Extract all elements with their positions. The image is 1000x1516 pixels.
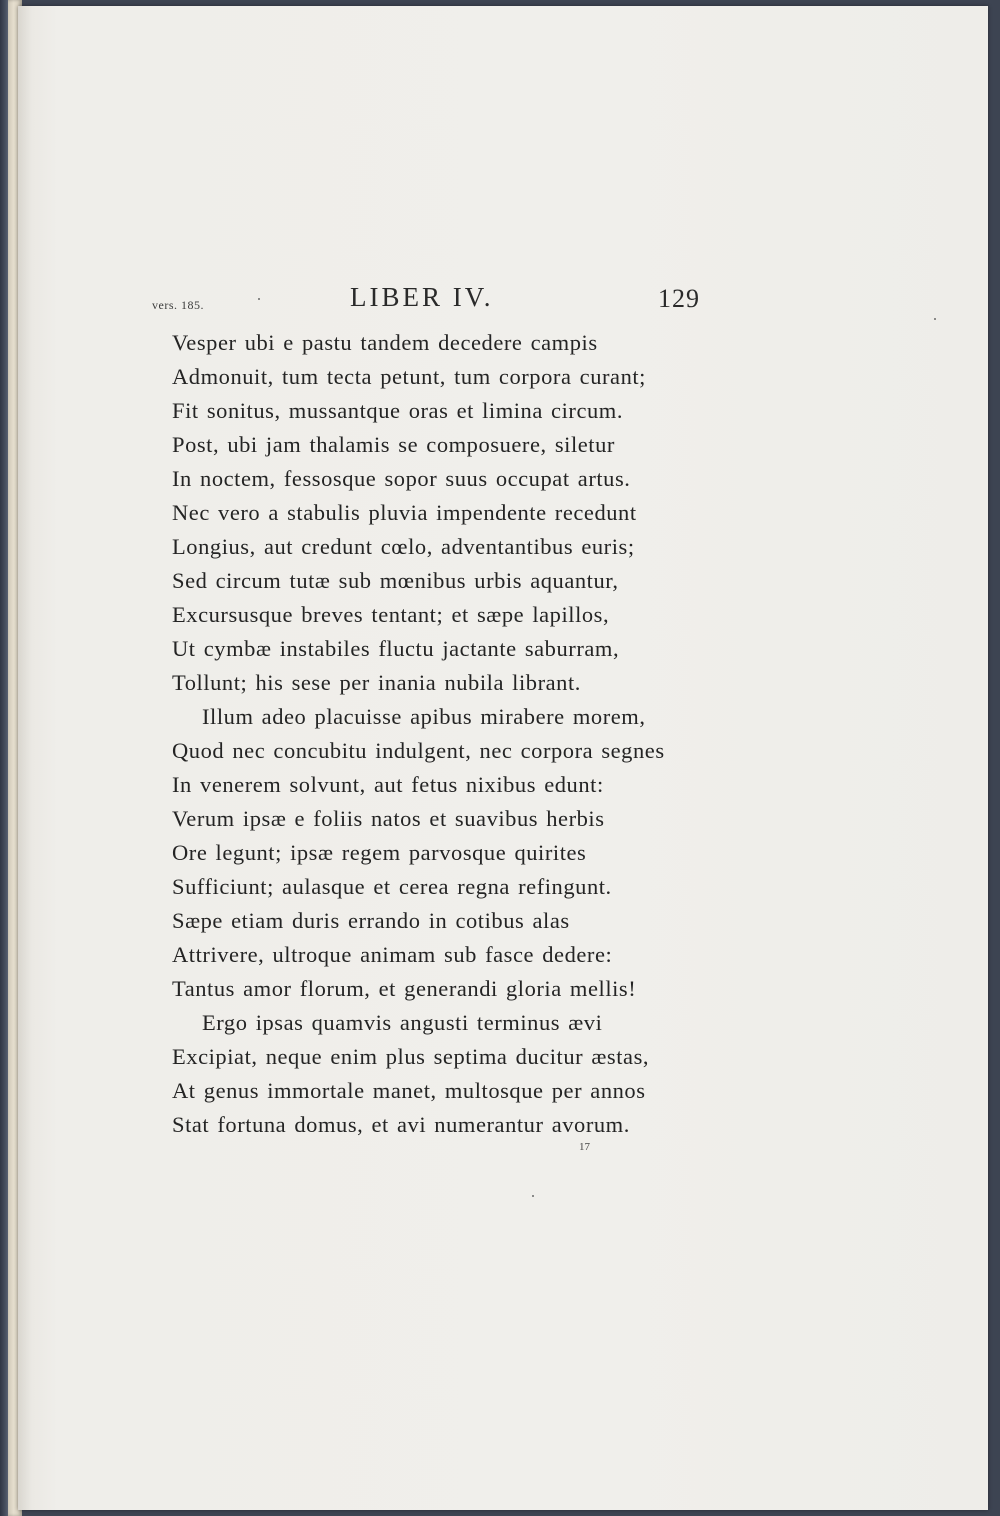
verse-line: Quod nec concubitu indulgent, nec corpora segnes <box>172 738 665 763</box>
verse-line: Ore legunt; ipsæ regem parvosque quirites <box>172 840 587 865</box>
paper-speck <box>934 318 936 320</box>
verse-line: Tollunt; his sese per inania nubila librant. <box>172 670 581 695</box>
verse-line: In venerem solvunt, aut fetus nixibus edunt: <box>172 772 604 797</box>
page-header <box>152 282 702 322</box>
paper-speck <box>258 298 260 300</box>
verse-line: Excipiat, neque enim plus septima ducitur æstas, <box>172 1044 650 1069</box>
verse-line: In noctem, fessosque sopor suus occupat artus. <box>172 466 631 491</box>
verse-line: Longius, aut credunt cœlo, adventantibus euris; <box>172 534 635 559</box>
verse-line: At genus immortale manet, multosque per annos <box>172 1078 646 1103</box>
verse-line: Verum ipsæ e foliis natos et suavibus herbis <box>172 806 605 831</box>
verse-line: Illum adeo placuisse apibus mirabere morem, <box>202 704 646 729</box>
verse-line: Sufficiunt; aulasque et cerea regna refingunt. <box>172 874 612 899</box>
verse-line: Sed circum tutæ sub mœnibus urbis aquantur, <box>172 568 619 593</box>
verse-line: Sæpe etiam duris errando in cotibus alas <box>172 908 570 933</box>
running-title: LIBER IV. <box>350 282 494 312</box>
verse-line: Excursusque breves tentant; et sæpe lapillos, <box>172 602 610 627</box>
verse-line: Stat fortuna domus, et avi numerantur avorum. <box>172 1112 630 1137</box>
paper-speck <box>532 1195 534 1197</box>
verse-line: Ut cymbæ instabiles fluctu jactante saburram, <box>172 636 620 661</box>
verse-line: Attrivere, ultroque animam sub fasce dedere: <box>172 942 613 967</box>
verse-line: Vesper ubi e pastu tandem decedere campis <box>172 330 598 355</box>
page-number: 129 <box>658 284 700 313</box>
verse-line: Admonuit, tum tecta petunt, tum corpora curant; <box>172 364 646 389</box>
signature-mark: 17 <box>579 1141 590 1153</box>
verse-block <box>172 326 732 1142</box>
verse-line: Tantus amor florum, et generandi gloria mellis! <box>172 976 637 1001</box>
verse-reference: vers. 185. <box>152 298 204 312</box>
verse-line: Nec vero a stabulis pluvia impendente recedunt <box>172 500 637 525</box>
verse-line: Ergo ipsas quamvis angusti terminus ævi <box>202 1010 603 1035</box>
verse-line: Fit sonitus, mussantque oras et limina circum. <box>172 398 624 423</box>
verse-line: Post, ubi jam thalamis se composuere, siletur <box>172 432 615 457</box>
